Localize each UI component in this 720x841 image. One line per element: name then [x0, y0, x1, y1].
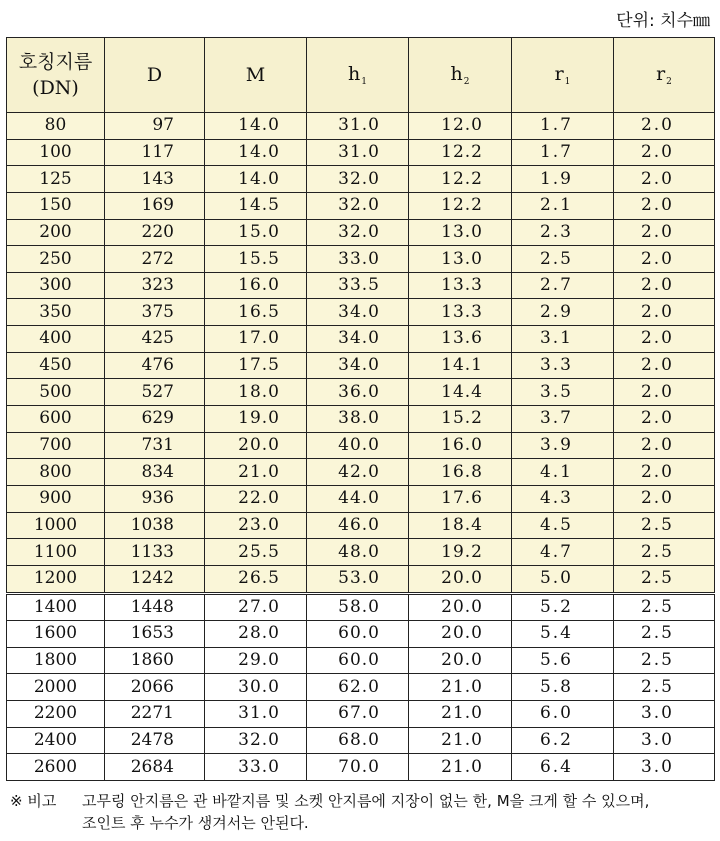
cell-m: 29.0: [205, 647, 307, 674]
cell-r2: 2.0: [614, 113, 715, 140]
cell-h1: 48.0: [307, 539, 409, 566]
cell-h2: 21.0: [409, 674, 512, 701]
cell-r2: 2.0: [614, 406, 715, 433]
table-row: [7, 406, 715, 433]
table-row: [7, 326, 715, 353]
cell-h1: 32.0: [307, 192, 409, 219]
cell-h1: 32.0: [307, 219, 409, 246]
cell-h2: 12.2: [409, 139, 512, 166]
cell-h2: 20.0: [409, 647, 512, 674]
cell-d: 323: [105, 272, 205, 299]
cell-r2: 2.0: [614, 326, 715, 353]
cell-r1: 3.1: [512, 326, 614, 353]
remark-label: ※ 비고: [10, 792, 57, 810]
cell-h1: 60.0: [307, 647, 409, 674]
cell-m: 27.0: [205, 593, 307, 621]
cell-d: 1860: [105, 647, 205, 674]
remark-line2: 조인트 후 누수가 생겨서는 안된다.: [82, 814, 309, 832]
cell-dn: 80: [7, 113, 105, 140]
cell-r1: 2.3: [512, 219, 614, 246]
cell-r1: 5.8: [512, 674, 614, 701]
table-row: [7, 299, 715, 326]
cell-r2: 2.0: [614, 192, 715, 219]
cell-h1: 33.0: [307, 246, 409, 273]
cell-d: 2066: [105, 674, 205, 701]
header-d: D: [105, 38, 205, 113]
cell-h1: 58.0: [307, 593, 409, 621]
table-row: [7, 621, 715, 648]
table-row: [7, 192, 715, 219]
cell-dn: 100: [7, 139, 105, 166]
cell-h1: 38.0: [307, 406, 409, 433]
remark-note: [10, 790, 716, 834]
table-row: [7, 647, 715, 674]
cell-d: 834: [105, 459, 205, 486]
cell-m: 16.5: [205, 299, 307, 326]
cell-d: 476: [105, 352, 205, 379]
table-row: [7, 219, 715, 246]
cell-r2: 2.5: [614, 621, 715, 648]
cell-r2: 3.0: [614, 727, 715, 754]
cell-r2: 2.5: [614, 565, 715, 593]
cell-dn: 125: [7, 166, 105, 193]
cell-d: 425: [105, 326, 205, 353]
cell-d: 2684: [105, 754, 205, 781]
cell-h2: 18.4: [409, 512, 512, 539]
cell-m: 15.5: [205, 246, 307, 273]
cell-h1: 46.0: [307, 512, 409, 539]
table-row: [7, 727, 715, 754]
cell-r2: 2.0: [614, 459, 715, 486]
cell-h1: 34.0: [307, 326, 409, 353]
cell-r1: 4.1: [512, 459, 614, 486]
table-row: [7, 113, 715, 140]
cell-h2: 14.1: [409, 352, 512, 379]
cell-r1: 6.4: [512, 754, 614, 781]
cell-m: 28.0: [205, 621, 307, 648]
unit-label: 단위: 치수㎜: [616, 11, 710, 31]
cell-r2: 2.5: [614, 674, 715, 701]
cell-d: 117: [105, 139, 205, 166]
remark-line1: 고무링 안지름은 관 바깥지름 및 소켓 안지름에 지장이 없는 한, M을 크게 할 수 있으며,: [82, 792, 650, 810]
cell-r1: 1.9: [512, 166, 614, 193]
cell-dn: 2400: [7, 727, 105, 754]
table-row: [7, 512, 715, 539]
cell-dn: 1800: [7, 647, 105, 674]
cell-m: 21.0: [205, 459, 307, 486]
cell-h2: 13.0: [409, 246, 512, 273]
cell-r2: 2.0: [614, 379, 715, 406]
cell-dn: 1000: [7, 512, 105, 539]
cell-d: 731: [105, 432, 205, 459]
header-r1: $r_1$: [512, 38, 614, 113]
cell-r2: 2.0: [614, 485, 715, 512]
table-row: [7, 352, 715, 379]
cell-dn: 500: [7, 379, 105, 406]
cell-dn: 2200: [7, 701, 105, 728]
table-row: [7, 701, 715, 728]
cell-d: 1242: [105, 565, 205, 593]
cell-m: 23.0: [205, 512, 307, 539]
cell-h2: 14.4: [409, 379, 512, 406]
header-h2: $h_2$: [409, 38, 512, 113]
cell-d: 1038: [105, 512, 205, 539]
cell-dn: 2600: [7, 754, 105, 781]
cell-r1: 3.9: [512, 432, 614, 459]
cell-r2: 2.0: [614, 352, 715, 379]
cell-d: 527: [105, 379, 205, 406]
header-dn-line1: 호칭지름: [18, 51, 93, 73]
table-row: [7, 246, 715, 273]
cell-dn: 700: [7, 432, 105, 459]
cell-d: 936: [105, 485, 205, 512]
cell-m: 14.0: [205, 139, 307, 166]
cell-h2: 13.3: [409, 299, 512, 326]
table-row: [7, 166, 715, 193]
cell-dn: 400: [7, 326, 105, 353]
cell-m: 16.0: [205, 272, 307, 299]
table-row: [7, 432, 715, 459]
cell-h1: 32.0: [307, 166, 409, 193]
cell-h1: 36.0: [307, 379, 409, 406]
cell-h2: 13.0: [409, 219, 512, 246]
cell-r2: 2.0: [614, 166, 715, 193]
header-nominal-diameter: [7, 38, 105, 113]
cell-h1: 60.0: [307, 621, 409, 648]
cell-r1: 3.7: [512, 406, 614, 433]
cell-dn: 800: [7, 459, 105, 486]
cell-h2: 16.0: [409, 432, 512, 459]
table-row: [7, 539, 715, 566]
cell-d: 272: [105, 246, 205, 273]
cell-r2: 2.0: [614, 432, 715, 459]
cell-m: 31.0: [205, 701, 307, 728]
cell-r2: 2.5: [614, 539, 715, 566]
table-body: [7, 113, 715, 781]
header-m: M: [205, 38, 307, 113]
cell-h2: 21.0: [409, 701, 512, 728]
cell-h2: 12.0: [409, 113, 512, 140]
cell-r2: 2.5: [614, 647, 715, 674]
table-row: [7, 565, 715, 593]
cell-h2: 13.6: [409, 326, 512, 353]
cell-h1: 31.0: [307, 113, 409, 140]
cell-r1: 4.7: [512, 539, 614, 566]
cell-dn: 1200: [7, 565, 105, 593]
cell-h2: 12.2: [409, 166, 512, 193]
cell-r2: 3.0: [614, 701, 715, 728]
cell-m: 20.0: [205, 432, 307, 459]
cell-r1: 5.0: [512, 565, 614, 593]
cell-h1: 68.0: [307, 727, 409, 754]
cell-r1: 2.7: [512, 272, 614, 299]
header-h1: $h_1$: [307, 38, 409, 113]
table-header: [7, 38, 715, 113]
cell-d: 1653: [105, 621, 205, 648]
cell-r1: 3.3: [512, 352, 614, 379]
cell-r1: 2.5: [512, 246, 614, 273]
table-row: [7, 674, 715, 701]
cell-h1: 62.0: [307, 674, 409, 701]
cell-h1: 33.5: [307, 272, 409, 299]
cell-h2: 21.0: [409, 727, 512, 754]
cell-r2: 2.5: [614, 512, 715, 539]
table-row: [7, 379, 715, 406]
table-row: [7, 754, 715, 781]
cell-h2: 13.3: [409, 272, 512, 299]
cell-r2: 2.0: [614, 219, 715, 246]
cell-h2: 19.2: [409, 539, 512, 566]
cell-r2: 2.0: [614, 246, 715, 273]
cell-h1: 42.0: [307, 459, 409, 486]
cell-m: 32.0: [205, 727, 307, 754]
cell-h2: 21.0: [409, 754, 512, 781]
cell-h1: 44.0: [307, 485, 409, 512]
cell-h2: 17.6: [409, 485, 512, 512]
cell-r1: 5.4: [512, 621, 614, 648]
cell-d: 2478: [105, 727, 205, 754]
cell-h1: 34.0: [307, 299, 409, 326]
cell-d: 375: [105, 299, 205, 326]
cell-h2: 20.0: [409, 621, 512, 648]
header-r2: $r_2$: [614, 38, 715, 113]
cell-r1: 2.1: [512, 192, 614, 219]
cell-h1: 34.0: [307, 352, 409, 379]
cell-dn: 450: [7, 352, 105, 379]
cell-r1: 4.5: [512, 512, 614, 539]
cell-r1: 1.7: [512, 139, 614, 166]
table-row: [7, 139, 715, 166]
table-row: [7, 485, 715, 512]
cell-d: 2271: [105, 701, 205, 728]
cell-m: 22.0: [205, 485, 307, 512]
header-dn-line2: (DN): [32, 77, 79, 99]
cell-dn: 1400: [7, 593, 105, 621]
cell-m: 17.0: [205, 326, 307, 353]
cell-m: 14.5: [205, 192, 307, 219]
cell-h1: 31.0: [307, 139, 409, 166]
cell-d: 1448: [105, 593, 205, 621]
cell-h2: 16.8: [409, 459, 512, 486]
cell-m: 17.5: [205, 352, 307, 379]
cell-dn: 1600: [7, 621, 105, 648]
cell-dn: 1100: [7, 539, 105, 566]
cell-d: 169: [105, 192, 205, 219]
cell-r1: 4.3: [512, 485, 614, 512]
cell-m: 26.5: [205, 565, 307, 593]
table-row: [7, 459, 715, 486]
table-row: [7, 272, 715, 299]
cell-r1: 1.7: [512, 113, 614, 140]
cell-dn: 150: [7, 192, 105, 219]
cell-dn: 600: [7, 406, 105, 433]
cell-h2: 20.0: [409, 565, 512, 593]
cell-h2: 15.2: [409, 406, 512, 433]
cell-d: 97: [105, 113, 205, 140]
cell-m: 15.0: [205, 219, 307, 246]
cell-m: 30.0: [205, 674, 307, 701]
cell-h1: 70.0: [307, 754, 409, 781]
cell-r2: 3.0: [614, 754, 715, 781]
cell-r1: 6.0: [512, 701, 614, 728]
cell-h1: 67.0: [307, 701, 409, 728]
cell-dn: 900: [7, 485, 105, 512]
cell-m: 14.0: [205, 113, 307, 140]
cell-h2: 12.2: [409, 192, 512, 219]
cell-m: 19.0: [205, 406, 307, 433]
cell-r1: 5.2: [512, 593, 614, 621]
cell-dn: 2000: [7, 674, 105, 701]
dimension-table: [6, 37, 715, 781]
cell-d: 629: [105, 406, 205, 433]
cell-h1: 53.0: [307, 565, 409, 593]
cell-h2: 20.0: [409, 593, 512, 621]
cell-dn: 300: [7, 272, 105, 299]
cell-r2: 2.5: [614, 593, 715, 621]
cell-r2: 2.0: [614, 299, 715, 326]
cell-d: 143: [105, 166, 205, 193]
cell-d: 220: [105, 219, 205, 246]
cell-m: 25.5: [205, 539, 307, 566]
cell-d: 1133: [105, 539, 205, 566]
cell-r2: 2.0: [614, 272, 715, 299]
cell-h1: 40.0: [307, 432, 409, 459]
cell-r1: 5.6: [512, 647, 614, 674]
cell-dn: 350: [7, 299, 105, 326]
table-row: [7, 593, 715, 621]
cell-m: 14.0: [205, 166, 307, 193]
cell-r1: 6.2: [512, 727, 614, 754]
cell-r1: 2.9: [512, 299, 614, 326]
cell-r1: 3.5: [512, 379, 614, 406]
cell-r2: 2.0: [614, 139, 715, 166]
cell-dn: 250: [7, 246, 105, 273]
cell-m: 18.0: [205, 379, 307, 406]
cell-dn: 200: [7, 219, 105, 246]
cell-m: 33.0: [205, 754, 307, 781]
